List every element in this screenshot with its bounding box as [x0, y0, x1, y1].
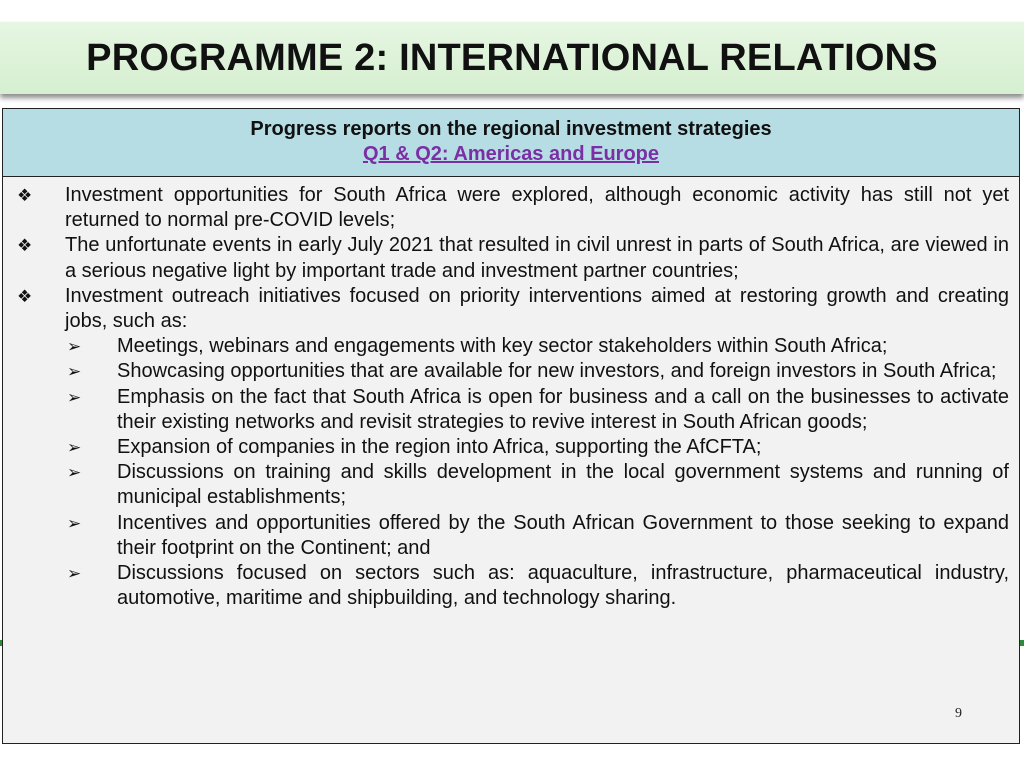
diamond-bullet-icon: ❖ — [17, 286, 33, 306]
sub-list-item — [3, 435, 1009, 460]
sub-bullet-text: Meetings, webinars and engagements with key sector stakeholders within South Africa; — [117, 335, 888, 358]
arrow-bullet-icon: ➢ — [67, 362, 82, 382]
list-item — [3, 233, 1009, 283]
diamond-bullet-icon: ❖ — [17, 236, 33, 256]
bullet-text: Investment outreach initiatives focused on priority interventions aimed at restoring growth and creating jobs, such as: — [65, 284, 1009, 333]
sub-bullet-text: Showcasing opportunities that are available for new investors, and foreign investors in South Africa; — [117, 360, 997, 383]
diamond-bullet-icon: ❖ — [17, 186, 33, 205]
title-bar — [0, 22, 1024, 94]
sub-list-item — [3, 385, 1009, 435]
arrow-bullet-icon: ➢ — [67, 438, 82, 458]
sub-list-item — [3, 359, 1009, 384]
bullet-text: Investment opportunities for South Africa were explored, although economic activity has still not yet returned to normal pre-COVID levels; — [65, 184, 1009, 232]
sub-list-item — [3, 334, 1009, 359]
slide-title: PROGRAMME 2: INTERNATIONAL RELATIONS — [86, 36, 938, 79]
panel-header — [3, 109, 1019, 177]
right-green-marker — [1020, 640, 1024, 646]
panel-header-title: Progress reports on the regional investment strategies — [250, 118, 772, 140]
arrow-bullet-icon: ➢ — [67, 513, 82, 533]
list-item — [3, 284, 1009, 334]
sub-list-item — [3, 460, 1009, 510]
sub-bullet-text: Discussions on training and skills development in the local government systems and running of municipal establishments; — [117, 461, 1009, 509]
arrow-bullet-icon: ➢ — [67, 564, 82, 584]
region-link[interactable]: Q1 & Q2: Americas and Europe — [362, 143, 659, 165]
sub-bullet-text: Emphasis on the fact that South Africa is open for business and a call on the businesses to activate their existing networks and revisit strategies to revive interest in South African goods; — [117, 385, 1009, 433]
sub-bullet-text: Expansion of companies in the region into Africa, supporting the AfCFTA; — [117, 436, 762, 459]
sub-list-item — [3, 561, 1009, 611]
list-item — [3, 183, 1009, 233]
bullet-text: The unfortunate events in early July 2021 that resulted in civil unrest in parts of South Africa, are viewed in a serious negative light by important trade and investment partner countries; — [65, 234, 1009, 282]
page-number: 9 — [955, 706, 962, 721]
sub-bullet-text: Incentives and opportunities offered by the South African Government to those seeking to expand their footprint on the Continent; and — [117, 511, 1009, 559]
sub-list-item — [3, 511, 1009, 561]
arrow-bullet-icon: ➢ — [67, 337, 82, 357]
sub-bullet-text: Discussions focused on sectors such as: aquaculture, infrastructure, pharmaceutical industry, automotive, maritime and shipbuilding, and technology sharing. — [117, 562, 1009, 610]
bullet-list — [3, 179, 1019, 611]
arrow-bullet-icon: ➢ — [67, 463, 82, 483]
content-panel — [2, 108, 1020, 744]
arrow-bullet-icon: ➢ — [67, 387, 82, 407]
